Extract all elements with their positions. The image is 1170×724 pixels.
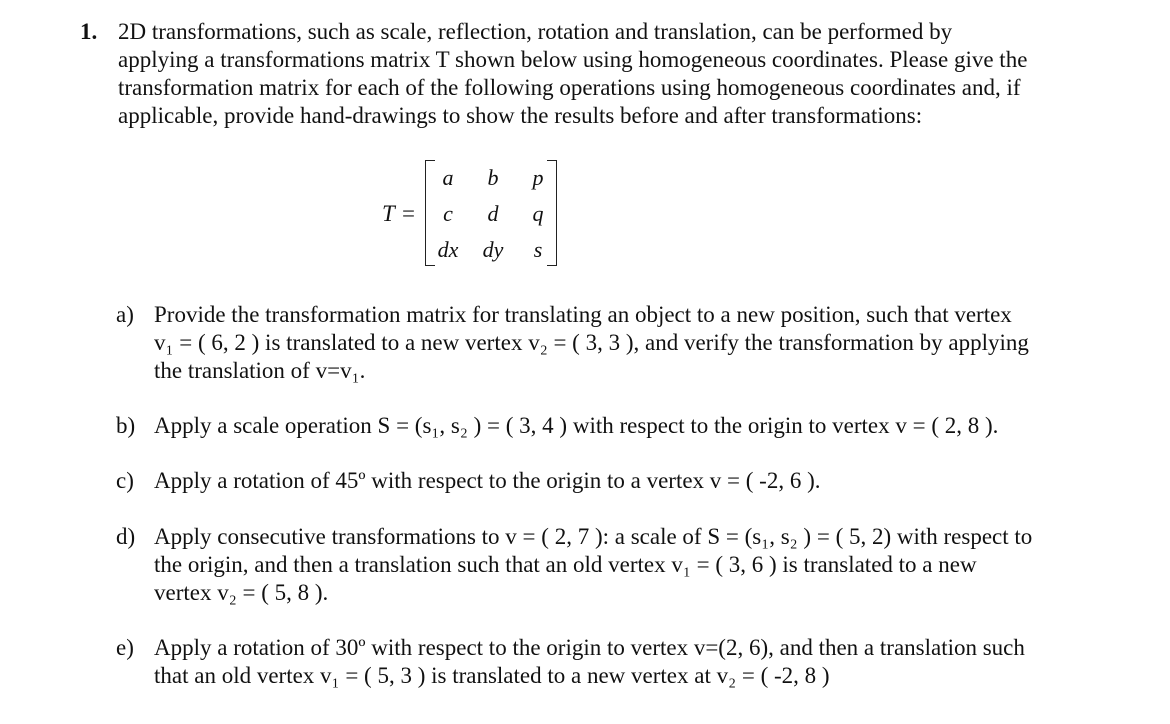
matrix-cell: d <box>487 201 499 226</box>
intro-line: 2D transformations, such as scale, reflection, rotation and translation, can be performed by <box>118 19 953 44</box>
question-number: 1. <box>80 19 98 44</box>
item-b-text <box>154 412 1114 440</box>
item-c-letter: c) <box>116 468 134 493</box>
matrix-cell: p <box>532 165 544 190</box>
matrix-equals: = <box>402 201 415 226</box>
matrix-label: T <box>382 201 395 226</box>
item-line: Apply a rotation of 45º with respect to the origin to a vertex v = ( -2, 6 ). <box>154 468 821 493</box>
item-line: v₁ = ( 6, 2 ) is translated to a new vertex v₂ = ( 3, 3 ), and verify the transformation by applying <box>154 330 1029 355</box>
item-a-letter: a) <box>116 302 134 327</box>
intro-line: applicable, provide hand-drawings to show the results before and after transformations: <box>118 103 923 128</box>
item-line: Apply consecutive transformations to v = ( 2, 7 ): a scale of S = (s₁, s₂ ) = ( 5, 2) with respect to <box>154 524 1033 549</box>
matrix-cell: dy <box>482 237 504 262</box>
item-c-text <box>154 467 1114 495</box>
matrix-cell: q <box>532 201 544 226</box>
matrix-cell: a <box>442 165 454 190</box>
item-d-letter: d) <box>116 524 136 549</box>
item-e-text <box>154 634 1114 690</box>
item-b-letter: b) <box>116 413 136 438</box>
matrix-cell: b <box>487 165 499 190</box>
item-a-text <box>154 301 1114 385</box>
matrix-cell: c <box>443 201 453 226</box>
item-line: vertex v₂ = ( 5, 8 ). <box>154 580 329 605</box>
item-line: Apply a scale operation S = (s₁, s₂ ) = ( 3, 4 ) with respect to the origin to vertex v = ( 2, 8 ). <box>154 413 999 438</box>
intro-line: applying a transformations matrix T shown below using homogeneous coordinates. Please give the <box>118 47 1028 72</box>
question-intro <box>118 18 1128 130</box>
item-e-letter: e) <box>116 635 134 660</box>
item-line: Apply a rotation of 30º with respect to the origin to vertex v=(2, 6), and then a translation such <box>154 635 1025 660</box>
item-line: the origin, and then a translation such that an old vertex v₁ = ( 3, 6 ) is translated to a new <box>154 552 977 577</box>
matrix-cell: dx <box>437 237 459 262</box>
intro-line: transformation matrix for each of the following operations using homogeneous coordinates and, if <box>118 75 1021 100</box>
item-d-text <box>154 523 1114 607</box>
item-line: the translation of v=v₁. <box>154 358 366 383</box>
item-line: that an old vertex v₁ = ( 5, 3 ) is translated to a new vertex at v₂ = ( -2, 8 ) <box>154 663 830 688</box>
matrix-cell: s <box>533 237 543 262</box>
item-line: Provide the transformation matrix for translating an object to a new position, such that vertex <box>154 302 1012 327</box>
